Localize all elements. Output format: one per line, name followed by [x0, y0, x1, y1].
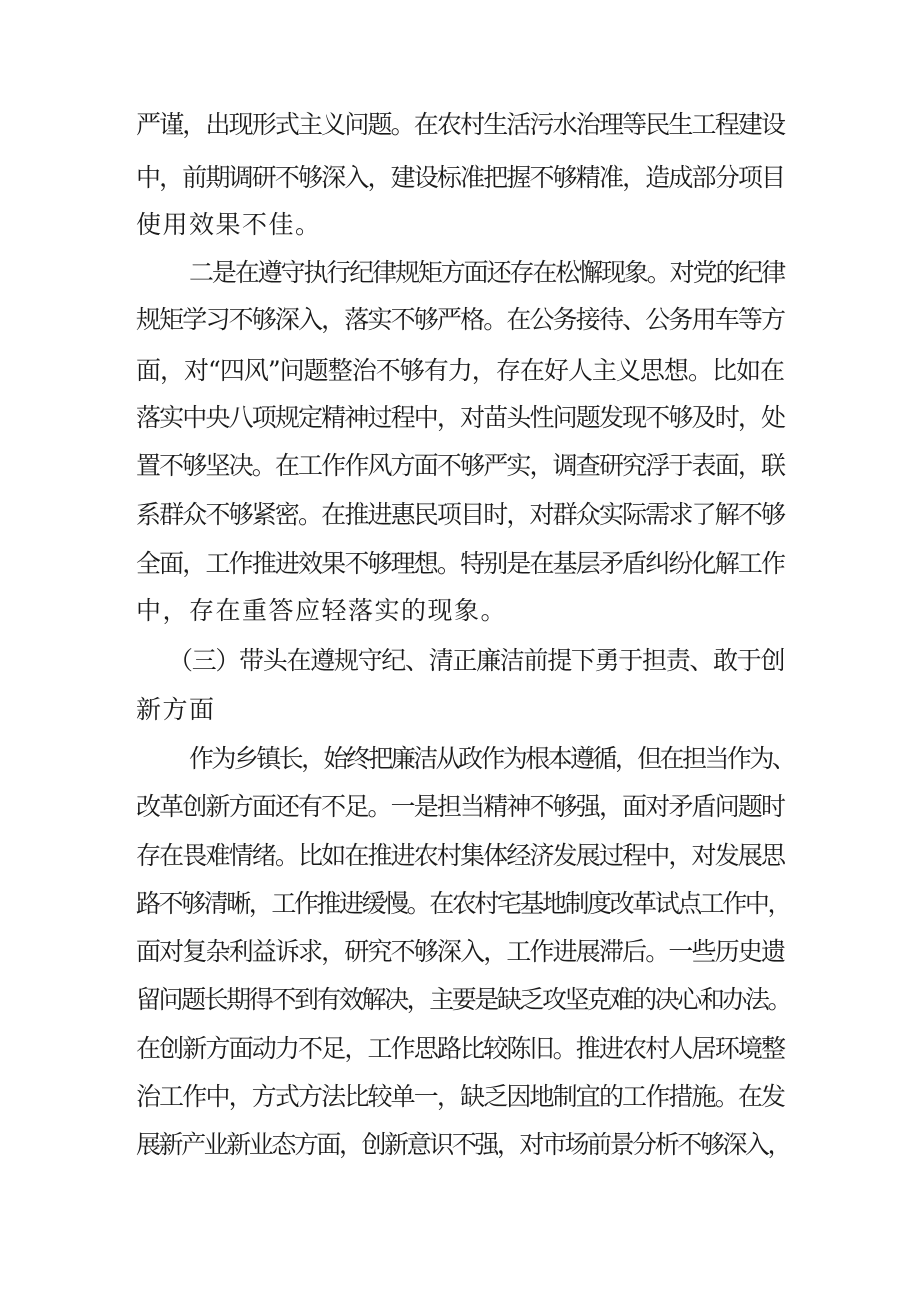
- section-heading-cont: 新方面: [136, 695, 216, 724]
- line-text: 全面，工作推进效果不够理想。特别是在基层矛盾纠纷化解工作: [136, 549, 784, 578]
- text-line: [0, 297, 920, 343]
- line-text: 使用效果不佳。: [136, 210, 322, 239]
- line-text: 在创新方面动力不足，工作思路比较陈旧。推进农村人居环境整: [136, 1034, 784, 1063]
- text-line: [0, 1026, 920, 1072]
- line-text: 改革创新方面还有不足。一是担当精神不够强，面对矛盾问题时: [136, 792, 784, 821]
- line-text: 作为乡镇长，始终把廉洁从政作为根本遵循，但在担当作为、: [189, 744, 794, 773]
- line-text: 落实中央八项规定精神过程中，对苗头性问题发现不够及时，处: [136, 403, 784, 432]
- line-text: 严谨，出现形式主义问题。在农村生活污水治理等民生工程建设: [136, 110, 784, 139]
- line-text: 中，前期调研不够深入，建设标准把握不够精准，造成部分项目: [136, 163, 784, 192]
- section-heading-line: [0, 687, 920, 733]
- text-line: [0, 736, 920, 782]
- line-text: 规矩学习不够深入，落实不够严格。在公务接待、公务用车等方: [136, 305, 784, 334]
- text-line: [0, 588, 920, 634]
- line-text: 系群众不够紧密。在推进惠民项目时，对群众实际需求了解不够: [136, 500, 784, 529]
- text-line: [0, 929, 920, 975]
- text-line: [0, 395, 920, 441]
- line-text: 留问题长期得不到有效解决，主要是缺乏攻坚克难的决心和办法。: [136, 985, 790, 1014]
- text-line: [0, 348, 920, 394]
- line-text: 展新产业新业态方面，创新意识不强，对市场前景分析不够深入，: [136, 1130, 790, 1159]
- text-line: [0, 202, 920, 248]
- section-heading: （三）带头在遵规守纪、清正廉洁前提下勇于担责、敢于创: [168, 646, 784, 675]
- text-line: [0, 1122, 920, 1168]
- text-line: [0, 492, 920, 538]
- line-text: 面对复杂利益诉求，研究不够深入，工作进展滞后。一些历史遗: [136, 937, 784, 966]
- section-heading-line: [0, 638, 920, 684]
- line-text: 路不够清晰，工作推进缓慢。在农村宅基地制度改革试点工作中，: [136, 889, 790, 918]
- line-text: 治工作中，方式方法比较单一，缺乏因地制宜的工作措施。在发: [136, 1082, 784, 1111]
- line-text: 存在畏难情绪。比如在推进农村集体经济发展过程中，对发展思: [136, 841, 784, 870]
- line-text: 面，对“四风”问题整治不够有力，存在好人主义思想。比如在: [136, 356, 784, 385]
- line-text: 二是在遵守执行纪律规矩方面还存在松懈现象。对党的纪律: [189, 258, 784, 287]
- text-line: [0, 250, 920, 296]
- line-text: 中，存在重答应轻落实的现象。: [136, 596, 508, 625]
- text-line: [0, 833, 920, 879]
- line-text: 置不够坚决。在工作作风方面不够严实，调查研究浮于表面，联: [136, 451, 784, 480]
- text-line: [0, 977, 920, 1023]
- text-line: [0, 155, 920, 201]
- text-line: [0, 443, 920, 489]
- text-line: [0, 881, 920, 927]
- text-line: [0, 541, 920, 587]
- text-line: [0, 102, 920, 148]
- text-line: [0, 784, 920, 830]
- text-line: [0, 1074, 920, 1120]
